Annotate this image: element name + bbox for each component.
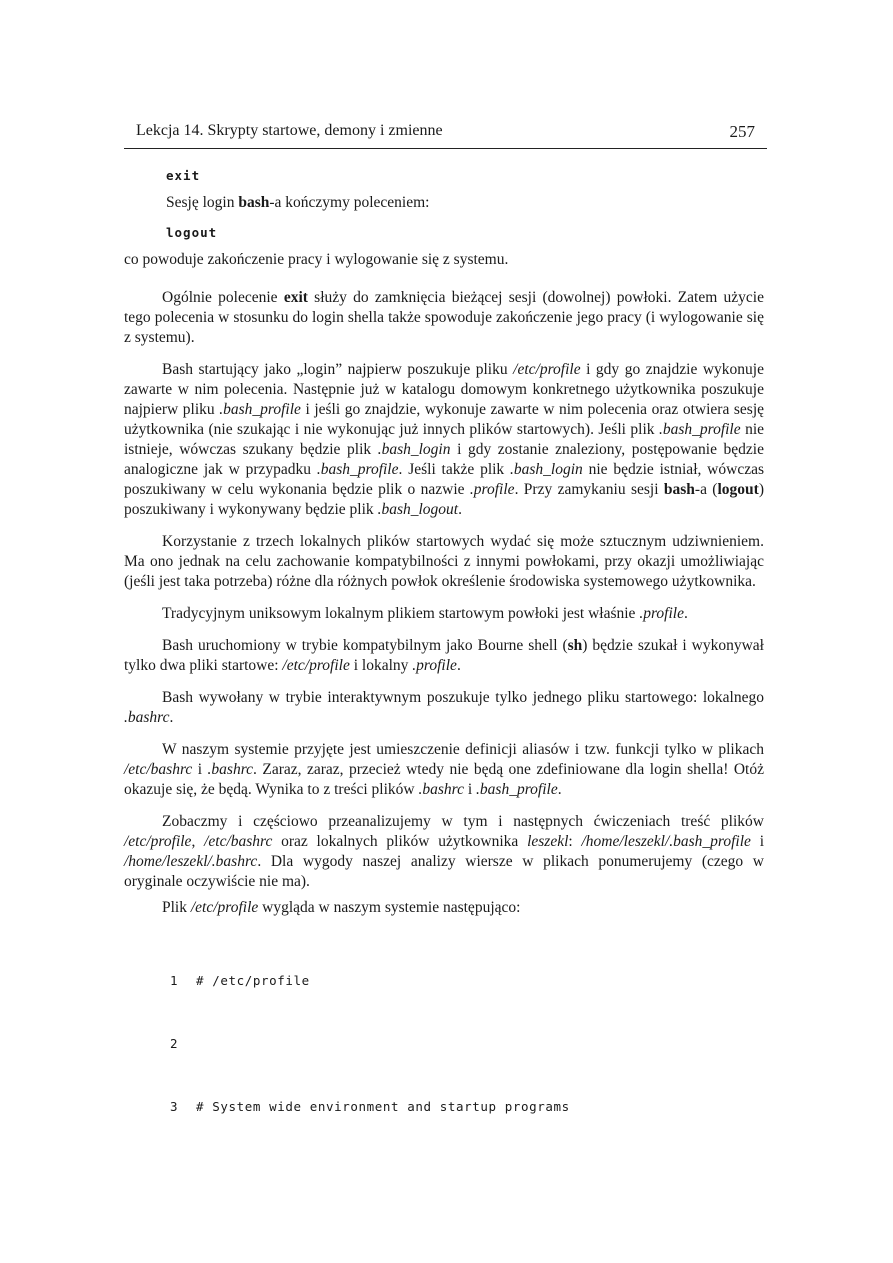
paragraph-traditional: Tradycyjnym uniksowym lokalnym plikiem startowym powłoki jest właśnie .profile. bbox=[162, 605, 688, 622]
listing-line bbox=[170, 1096, 764, 1117]
chapter-title: Lekcja 14. Skrypty startowe, demony i zmienne bbox=[136, 122, 443, 139]
paragraph-exit: Ogólnie polecenie exit służy do zamknięcia bieżącej sesji (dowolnej) powłoki. Zatem użycie tego polecenia w stosunku do login shella także spowoduje zakończenie jego pracy (i wylogowanie się z systemu). bbox=[124, 289, 764, 346]
page-number: 257 bbox=[729, 122, 755, 141]
paragraph-sh-mode: Bash uruchomiony w trybie kompatybilnym jako Bourne shell (sh) będzie szukał i wykonywał tylko dwa pliki startowe: /etc/profile i lokalny .profile. bbox=[124, 637, 764, 674]
paragraph-three-files: Korzystanie z trzech lokalnych plików startowych wydać się może sztucznym udziwnieniem. Ma ono jednak na celu zachowanie kompatybilności z innymi powłokami, przy okazji umożliwiając (jeśli jest taka potrzeba) różne dla różnych powłok określenie środowiska systemowego użytkownika. bbox=[124, 533, 764, 590]
line-text: # /etc/profile bbox=[196, 973, 310, 988]
code-listing bbox=[124, 928, 764, 1159]
line-text: # System wide environment and startup programs bbox=[196, 1099, 570, 1114]
paragraph-logout-result: co powoduje zakończenie pracy i wylogowanie się z systemu. bbox=[124, 251, 509, 268]
paragraph-logout-intro: Sesję login bash-a kończymy poleceniem: bbox=[166, 194, 430, 211]
paragraph-analyze: Zobaczmy i częściowo przeanalizujemy w tym i następnych ćwiczeniach treść plików /etc/profile, /etc/bashrc oraz lokalnych plików użytkownika leszekl: /home/leszekl/.bash_profile i /home/leszekl/.bashrc. Dla wygody naszej analizy wiersze w plikach ponumerujemy (czego w oryginale oczywiście nie ma). bbox=[124, 813, 764, 890]
code-logout: logout bbox=[166, 225, 218, 240]
line-number: 2 bbox=[170, 1036, 179, 1051]
line-number: 3 bbox=[170, 1099, 179, 1114]
page-body bbox=[124, 164, 764, 1159]
listing-line bbox=[170, 970, 764, 991]
paragraph-bash-login: Bash startujący jako „login” najpierw poszukuje pliku /etc/profile i gdy go znajdzie wykonuje zawarte w nim polecenia. Następnie już w katalogu domowym konkretnego użytkownika poszukuje najpierw pliku .bash_profile i jeśli go znajdzie, wykonuje zawarte w nim polecenia oraz otwiera sesję użytkownika (nie szukając i nie wykonując już innych plików startowych). Jeśli plik .bash_profile nie istnieje, wówczas szukany będzie plik .bash_login i gdy zostanie znaleziony, postępowanie będzie analogiczne jak w przypadku .bash_profile. Jeśli także plik .bash_login nie będzie istniał, wówczas poszukiwany w celu wykonania będzie plik o nazwie .profile. Przy zamykaniu sesji bash-a (logout) poszukiwany i wykonywany będzie plik .bash_logout. bbox=[124, 361, 765, 518]
paragraph-aliases: W naszym systemie przyjęte jest umieszczenie definicji aliasów i tzw. funkcji tylko w plikach /etc/bashrc i .bashrc. Zaraz, zaraz, przecież wtedy nie będą one zdefiniowane dla login shella! Otóż okazuje się, że będą. Wynika to z treści plików .bashrc i .bash_profile. bbox=[124, 741, 764, 798]
code-exit: exit bbox=[166, 168, 201, 183]
paragraph-interactive: Bash wywołany w trybie interaktywnym poszukuje tylko jednego pliku startowego: lokalnego .bashrc. bbox=[124, 689, 764, 726]
paragraph-listing-intro: Plik /etc/profile wygląda w naszym systemie następująco: bbox=[162, 899, 521, 916]
listing-line bbox=[170, 1033, 764, 1054]
running-header bbox=[124, 120, 767, 149]
line-number: 1 bbox=[170, 973, 179, 988]
